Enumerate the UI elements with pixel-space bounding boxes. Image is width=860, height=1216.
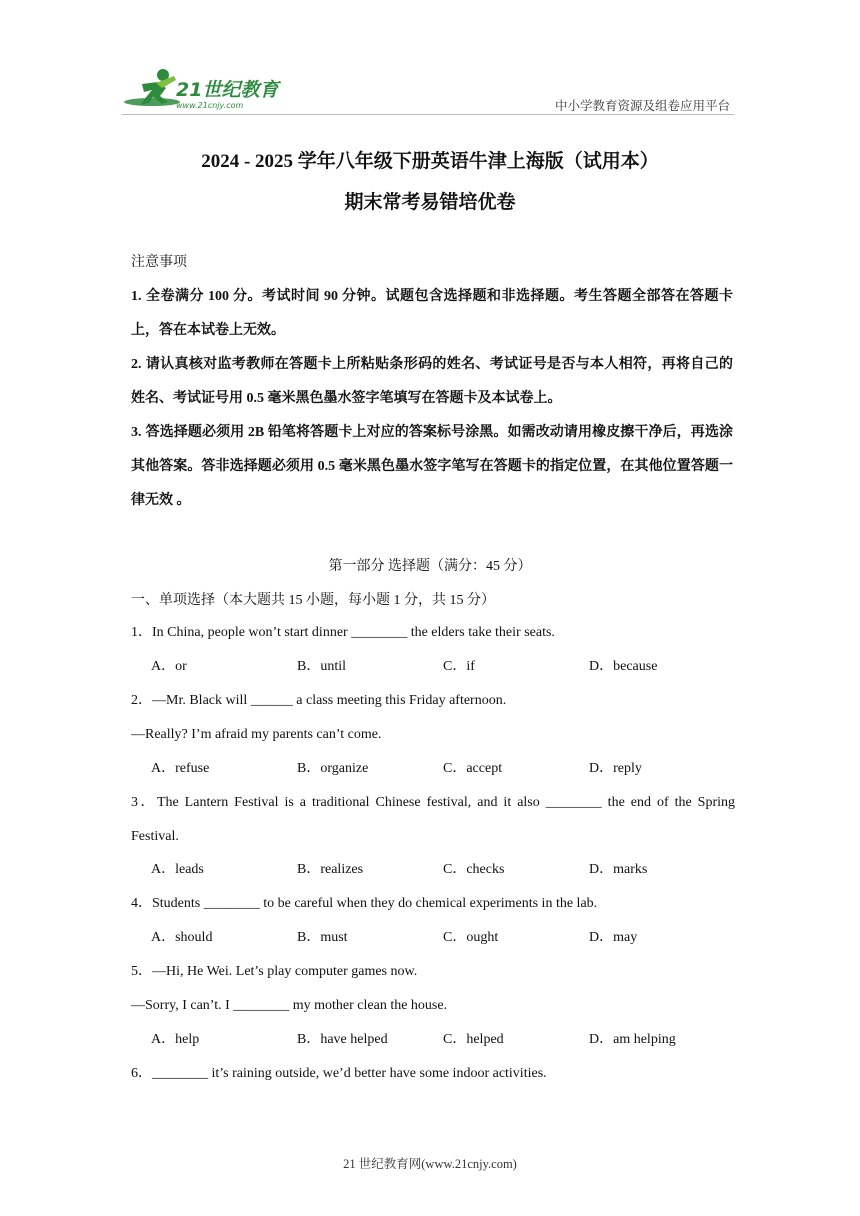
option-b: B．realizes — [297, 862, 364, 877]
question-stem: 6．________ it’s raining outside, we’d better have some indoor activities. — [131, 1066, 547, 1081]
option-b: B．until — [297, 659, 347, 674]
question-stem: 5．—Hi, He Wei. Let’s play computer games now. — [131, 964, 418, 979]
option-b: B．have helped — [297, 1032, 388, 1047]
answer-options — [131, 752, 735, 786]
part-title: 第一部分 选择题（满分：45 分） — [328, 559, 532, 574]
option-a: A．refuse — [151, 761, 210, 776]
question-stem: 3．The Lantern Festival is a traditional Chinese festival, and it also ________ the end of the Spring Festival. — [131, 795, 735, 844]
question-stem: 4．Students ________ to be careful when they do chemical experiments in the lab. — [131, 896, 598, 911]
header-divider — [122, 114, 734, 115]
question-dialogue-line: —Really? I’m afraid my parents can’t come. — [131, 727, 382, 742]
option-c: C．accept — [443, 761, 503, 776]
question-dialogue-line: —Sorry, I can’t. I ________ my mother clean the house. — [131, 998, 448, 1013]
notice-item — [131, 280, 733, 348]
notice-number: 3. — [131, 425, 142, 440]
notice-text: 请认真核对监考教师在答题卡上所粘贴条形码的姓名、考试证号是否与本人相符，再将自己的姓名、考试证号用 0.5 毫米黑色墨水签字笔填写在答题卡及本试卷上。 — [131, 357, 733, 406]
notice-item — [131, 416, 733, 518]
platform-name: 中小学教育资源及组卷应用平台 — [554, 99, 730, 113]
site-logo — [122, 66, 292, 112]
page-footer: 21 世纪教育网(www.21cnjy.com) — [343, 1157, 517, 1171]
notice-item — [131, 348, 733, 416]
option-c: C．ought — [443, 930, 499, 945]
exam-subtitle: 期末常考易错培优卷 — [344, 192, 516, 213]
notice-text: 答选择题必须用 2B 铅笔将答题卡上对应的答案标号涂黑。如需改动请用橡皮擦干净后，再选涂其他答案。答非选择题必须用 0.5 毫米黑色墨水签字笔写在答题卡的指定位置，在其他位置答题一律无效 。 — [131, 425, 733, 508]
svg-text:21世纪教育: 21世纪教育 — [176, 79, 279, 101]
answer-options — [131, 853, 735, 887]
option-a: A．should — [151, 930, 213, 945]
section-title: 一、单项选择（本大题共 15 小题，每小题 1 分，共 15 分） — [131, 593, 495, 608]
option-c: C．checks — [443, 862, 505, 877]
option-c: C．if — [443, 659, 475, 674]
answer-options — [131, 650, 735, 684]
option-a: A．or — [151, 659, 187, 674]
svg-text:www.21cnjy.com: www.21cnjy.com — [176, 101, 244, 110]
question-stem: 1．In China, people won’t start dinner ________ the elders take their seats. — [131, 625, 555, 640]
option-a: A．leads — [151, 862, 204, 877]
notice-heading: 注意事项 — [131, 255, 187, 270]
option-b: B．organize — [297, 761, 369, 776]
notice-list — [131, 280, 733, 518]
notice-text: 全卷满分 100 分。考试时间 90 分钟。试题包含选择题和非选择题。考生答题全部答在答题卡上，答在本试卷上无效。 — [131, 289, 733, 338]
option-d: D．because — [589, 659, 658, 674]
notice-number: 2. — [131, 357, 142, 372]
option-d: D．am helping — [589, 1032, 676, 1047]
option-d: D．marks — [589, 862, 648, 877]
question-list — [131, 616, 735, 1091]
option-c: C．helped — [443, 1032, 504, 1047]
answer-options — [131, 1023, 735, 1057]
option-d: D．reply — [589, 761, 642, 776]
exam-title: 2024 - 2025 学年八年级下册英语牛津上海版（试用本） — [201, 151, 659, 172]
option-b: B．must — [297, 930, 348, 945]
runner-logo-icon — [122, 66, 292, 112]
page-header — [122, 66, 734, 116]
answer-options — [131, 921, 735, 955]
question-stem: 2．—Mr. Black will ______ a class meeting this Friday afternoon. — [131, 693, 507, 708]
notice-number: 1. — [131, 289, 142, 304]
option-a: A．help — [151, 1032, 200, 1047]
option-d: D．may — [589, 930, 638, 945]
